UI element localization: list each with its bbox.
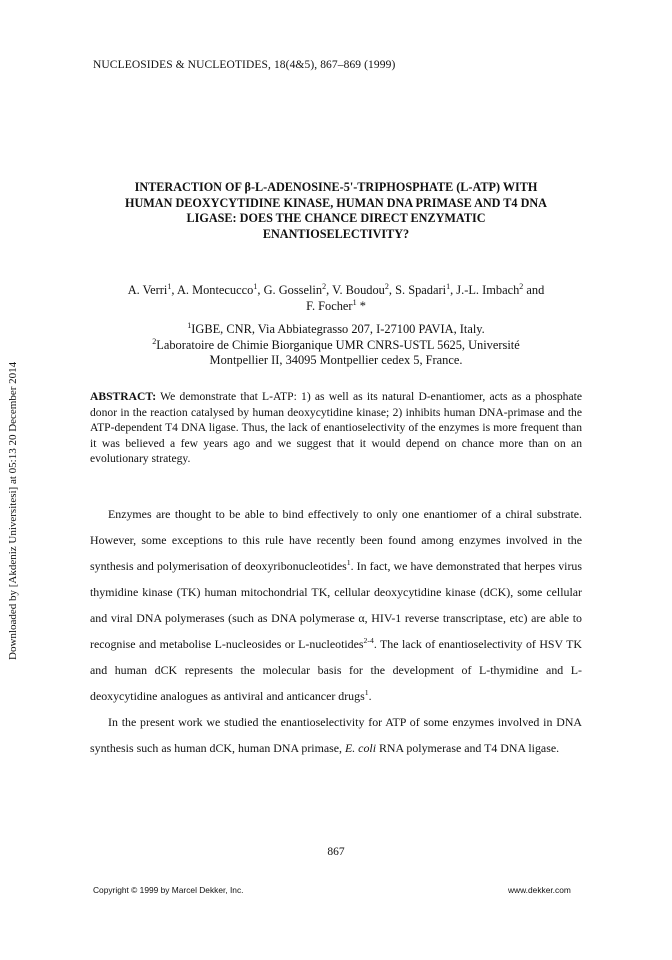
author-affil-mark: 2 <box>322 281 327 291</box>
author-line-2 <box>100 299 572 315</box>
citation-mark: 1 <box>346 558 351 568</box>
citation-mark: 2-4 <box>363 636 374 646</box>
body-text-run: Enzymes are thought to be able to bind effectively to only one enantiomer of a chiral substrate. However, some exceptions to this rule have recently been found among enzymes involved in the synthesis and polymerisation of deoxyribonucleotides <box>90 507 582 573</box>
affiliation-line <box>100 322 572 338</box>
author-affil-mark: 1 <box>446 281 451 291</box>
body-text-run: . In fact, we have demonstrated that herpes virus thymidine kinase (TK) human mitochondrial TK, cellular deoxycytidine kinase (dCK), some cellular and viral DNA polymerases (such as DNA polymerase α, HIV-1 reverse transcriptase, etc) are able to recognise and metabolise L-nucleosides or L-nucleotides <box>90 559 582 651</box>
affiliation-mark: 1 <box>187 320 192 330</box>
author-affil-mark: 1 <box>167 281 172 291</box>
body-text <box>90 501 582 761</box>
body-text-run: In the present work we studied the enantioselectivity for ATP of some enzymes involved in DNA synthesis such as human dCK, human DNA primase, <box>90 715 582 755</box>
author-name: G. Gosselin <box>263 283 323 297</box>
author-name: J.-L. Imbach <box>456 283 520 297</box>
journal-header: NUCLEOSIDES & NUCLEOTIDES, 18(4&5), 867–869 (1999) <box>93 59 396 71</box>
author-name: A. Verri <box>127 283 168 297</box>
author-name: S. Spadari <box>395 283 447 297</box>
author-name: V. Boudou <box>332 283 385 297</box>
affiliations <box>100 322 572 369</box>
abstract-text: We demonstrate that L-ATP: 1) as well as its natural D-enantiomer, acts as a phosphate donor in the reaction catalysed by human deoxycytidine kinase; 2) inhibits human DNA-primase and the ATP-dependent T4 DNA ligase. Thus, the lack of enantioselectivity of the enzymes is more frequent than it was believed a few years ago and we suggest that it would depend on chance more than on an evolutionary strategy. <box>90 390 582 466</box>
title-line: HUMAN DEOXYCYTIDINE KINASE, HUMAN DNA PRIMASE AND T4 DNA <box>125 195 547 210</box>
author-list <box>100 283 572 314</box>
author-separator: , <box>450 283 457 297</box>
affiliation-text: Laboratoire de Chimie Biorganique UMR CNRS-USTL 5625, Université <box>156 337 520 352</box>
affiliation-text: IGBE, CNR, Via Abbiategrasso 207, I-27100 PAVIA, Italy. <box>191 322 485 336</box>
corresponding-author-mark: * <box>359 298 366 313</box>
affiliation-mark: 2 <box>152 336 157 346</box>
abstract-label: ABSTRACT: <box>90 390 157 403</box>
abstract <box>90 389 582 467</box>
author-separator: and <box>523 283 545 297</box>
author-affil-mark: 2 <box>519 281 524 291</box>
download-watermark <box>7 290 19 660</box>
author-affil-mark: 1 <box>352 297 357 307</box>
affiliation-text: Montpellier II, 34095 Montpellier cedex 5, France. <box>209 353 463 368</box>
body-text-run: RNA polymerase and T4 DNA ligase. <box>376 741 560 755</box>
author-separator: , <box>171 283 177 297</box>
author-separator: , <box>257 283 264 297</box>
species-name: E. coli <box>344 741 377 755</box>
publisher-url: www.dekker.com <box>508 885 571 895</box>
author-line-1 <box>100 283 572 299</box>
affiliation-line <box>100 353 572 369</box>
title-line: LIGASE: DOES THE CHANCE DIRECT ENZYMATIC <box>186 211 486 226</box>
affiliation-line <box>100 338 572 354</box>
author-name: F. Focher <box>306 298 353 313</box>
copyright-notice: Copyright © 1999 by Marcel Dekker, Inc. <box>93 885 244 895</box>
title-line: ENANTIOSELECTIVITY? <box>262 226 410 241</box>
download-note: Downloaded by [Akdeniz Universitesi] at 05:13 20 December 2014 <box>7 361 19 660</box>
author-affil-mark: 1 <box>253 281 258 291</box>
author-affil-mark: 2 <box>384 281 389 291</box>
author-separator: , <box>326 283 333 297</box>
body-text-run: . <box>368 689 372 703</box>
body-paragraph <box>90 501 582 709</box>
page-number: 867 <box>327 846 345 858</box>
body-paragraph <box>90 709 582 761</box>
title-line: INTERACTION OF β-L-ADENOSINE-5'-TRIPHOSPHATE (L-ATP) WITH <box>134 180 538 194</box>
body-text-run: . The lack of enantioselectivity of HSV TK and human dCK represents the molecular basis for the development of L-thymidine and L-deoxycytidine analogues as antiviral and anticancer drugs <box>90 637 582 703</box>
author-name: A. Montecucco <box>176 283 254 297</box>
citation-mark: 1 <box>364 688 369 698</box>
paper-title <box>100 180 572 242</box>
author-separator: , <box>388 283 396 297</box>
